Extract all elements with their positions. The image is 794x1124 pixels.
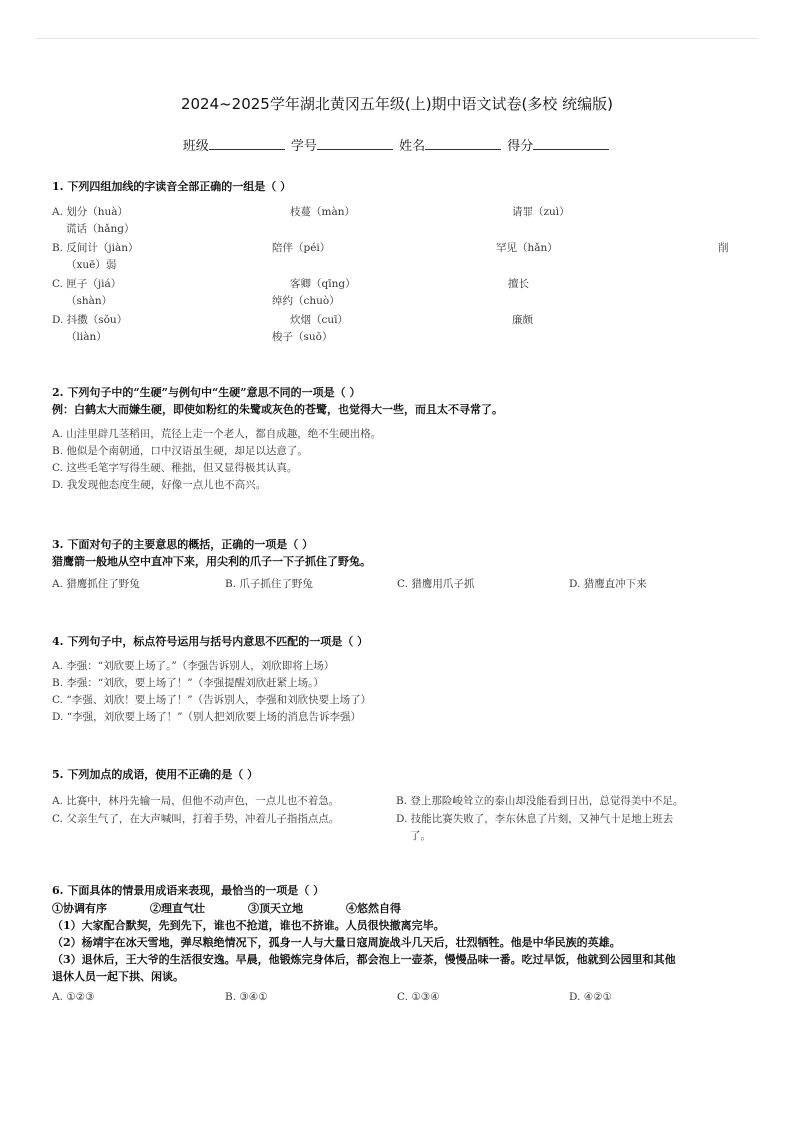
question-5 [52, 766, 742, 847]
q6-option-c[interactable]: C. ①③④ [397, 991, 440, 1003]
question-4-options [52, 658, 742, 726]
q1-option-a-1[interactable]: A. 划分（huà） [52, 206, 129, 218]
q1-option-b-4: 削 [718, 242, 729, 254]
q1-option-c-5: 绰约（chuò） [272, 295, 340, 307]
q2-option-c[interactable]: C. 这些毛笔字写得生硬、稚拙，但又显得极其认真。 [52, 462, 298, 474]
student-id-label: 学号 [290, 139, 317, 154]
exam-title: 2024~2025学年湖北黄冈五年级(上)期中语文试卷(多校 统编版) [180, 95, 614, 113]
question-3 [52, 536, 742, 596]
q3-option-b[interactable]: B. 爪子抓住了野兔 [225, 578, 313, 590]
question-2-example: 例：白鹤太大而嫌生硬，即使如粉红的朱鹭或灰色的苍鹭，也觉得大一些，而且太不寻常了。 [52, 403, 503, 416]
question-1 [52, 178, 742, 348]
q1-option-b-5: （xuē）弱 [66, 259, 117, 271]
q4-option-c[interactable]: C. “李强、刘欣！要上场了！”（告诉别人，李强和刘欣快要上场了） [52, 694, 372, 706]
question-4 [52, 633, 742, 726]
q2-option-d[interactable]: D. 我发现他态度生硬，好像一点儿也不高兴。 [52, 479, 267, 491]
q1-option-c-4: （shàn） [66, 295, 113, 307]
q1-option-c-3: 擅长 [508, 278, 529, 290]
idiom-3: ③顶天立地 [248, 902, 303, 915]
q2-option-a[interactable]: A. 山洼里辟几茎稻田，荒径上走一个老人，都自成趣，绝不生硬出格。 [52, 428, 382, 440]
score-label: 得分 [507, 139, 534, 154]
question-3-sentence: 猎鹰箭一般地从空中直冲下来，用尖利的爪子一下子抓住了野兔。 [52, 555, 371, 568]
q5-option-c[interactable]: C. 父亲生气了，在大声喊叫，打着手势，冲着儿子指指点点。 [52, 813, 340, 825]
question-3-options [52, 576, 742, 596]
question-5-options [52, 793, 742, 847]
q1-option-b-2: 陪伴（péi） [272, 242, 331, 254]
question-4-stem: 4. 下列句子中，标点符号运用与括号内意思不匹配的一项是（ ） [52, 635, 369, 648]
scene-2: （2）杨靖宇在冰天雪地，弹尽粮绝情况下，孤身一人与大量日寇周旋战斗几天后，壮烈牺牲。他是中华民族的英雄。 [52, 936, 621, 949]
question-6-idioms [52, 900, 742, 917]
q1-option-b-3: 罕见（hǎn） [496, 242, 558, 254]
question-6-options [52, 991, 742, 1011]
q4-option-d[interactable]: D. “李强，刘欣要上场了！”（别人把刘欣要上场的消息告诉李强） [52, 711, 361, 723]
q1-option-d-5: 梭子（suō） [272, 331, 333, 343]
question-2 [52, 384, 742, 494]
q5-option-d[interactable]: D. 技能比赛失败了，李东休息了片刻，又神气十足地上班去 [396, 813, 674, 825]
student-id-blank[interactable] [317, 137, 393, 150]
q4-option-b[interactable]: B. 李强：“刘欣，要上场了！”（李强提醒刘欣赶紧上场。） [52, 677, 324, 689]
q1-option-d-2: 炊烟（cuī） [290, 314, 349, 326]
score-blank[interactable] [533, 137, 609, 150]
q3-option-d[interactable]: D. 猎鹰直冲下来 [569, 578, 647, 590]
question-1-options [52, 204, 742, 348]
idiom-1: ①协调有序 [52, 902, 107, 915]
q6-option-d[interactable]: D. ④②① [569, 991, 612, 1003]
q1-option-d-1[interactable]: D. 抖擞（sǒu） [52, 314, 128, 326]
q5-option-b[interactable]: B. 登上那险峻耸立的泰山却没能看到日出，总觉得美中不足。 [396, 795, 684, 807]
question-2-options [52, 426, 742, 494]
q1-option-a-2: 枝蔓（màn） [290, 206, 355, 218]
class-blank[interactable] [209, 137, 285, 150]
q1-option-a-4: 谎话（hǎng） [66, 223, 135, 235]
scene-3-continued: 退休人员一起下拱、闲谈。 [52, 970, 184, 983]
q1-option-d-3: 廉颇 [512, 314, 533, 326]
question-2-stem: 2. 下列句子中的“生硬”与例句中“生硬”意思不同的一项是（ ） [52, 386, 361, 399]
q5-option-d-continued: 了。 [410, 830, 431, 842]
q3-option-c[interactable]: C. 猎鹰用爪子抓 [397, 578, 475, 590]
idiom-4: ④悠然自得 [346, 902, 401, 915]
q1-option-a-3: 请罪（zuì） [512, 206, 570, 218]
q1-option-b-1[interactable]: B. 反间计（jiàn） [52, 242, 139, 254]
q1-option-d-4: （liàn） [66, 331, 107, 343]
q5-option-a[interactable]: A. 比赛中，林丹先输一局，但他不动声色，一点儿也不着急。 [52, 795, 340, 807]
question-6-stem: 6. 下面具体的情景用成语来表现，最恰当的一项是（ ） [52, 884, 325, 897]
student-info-line [0, 135, 794, 154]
name-label: 姓名 [399, 139, 426, 154]
question-1-stem: 1. 下列四组加线的字读音全部正确的一组是（ ） [52, 180, 292, 193]
name-blank[interactable] [425, 137, 501, 150]
scene-1: （1）大家配合默契，先到先下，谁也不抢道，谁也不挤谁。人员很快撤离完毕。 [52, 919, 445, 932]
q2-option-b[interactable]: B. 他似是个南朝通，口中汉语虽生硬，却足以达意了。 [52, 445, 308, 457]
class-label: 班级 [182, 139, 209, 154]
idiom-2: ②理直气壮 [150, 902, 205, 915]
q4-option-a[interactable]: A. 李强：“刘欣要上场了。”（李强告诉别人，刘欣即将上场） [52, 660, 335, 672]
q1-option-c-1[interactable]: C. 匣子（jiá） [52, 278, 122, 290]
q6-option-b[interactable]: B. ③④① [225, 991, 268, 1003]
q1-option-c-2: 客卿（qīng） [290, 278, 356, 290]
q6-option-a[interactable]: A. ①②③ [52, 991, 95, 1003]
question-3-stem: 3. 下面对句子的主要意思的概括，正确的一项是（ ） [52, 538, 314, 551]
scene-3: （3）退休后，王大爷的生活很安逸。早晨，他锻炼完身体后，都会泡上一壶茶，慢慢品味一番。吃过早饭，他就到公园里和其他 [52, 953, 676, 966]
q3-option-a[interactable]: A. 猎鹰抓住了野兔 [52, 578, 140, 590]
question-6 [52, 882, 742, 1011]
question-5-stem: 5. 下列加点的成语，使用不正确的是（ ） [52, 768, 259, 781]
header-rule [36, 38, 758, 39]
